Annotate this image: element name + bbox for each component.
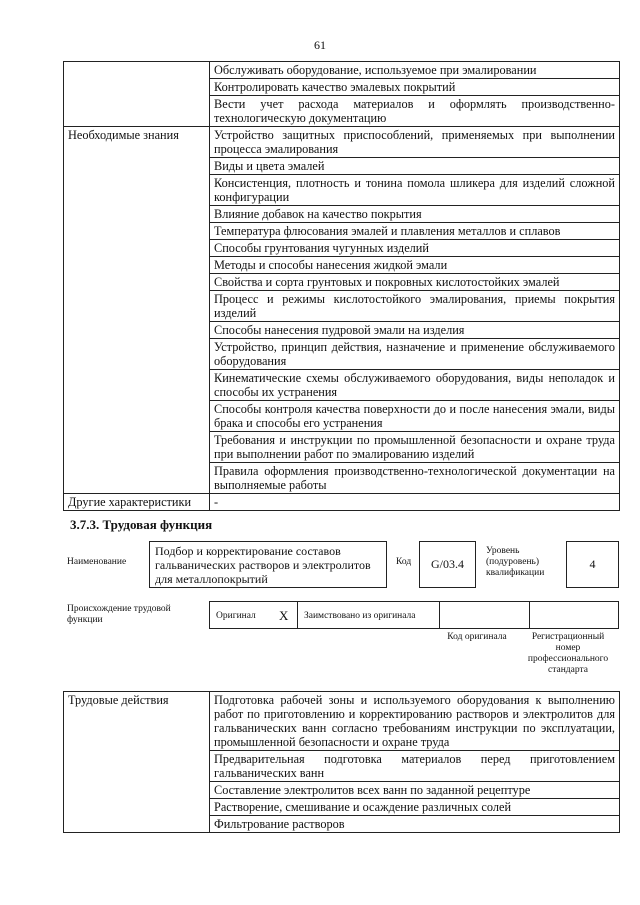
code-caption: Код оригинала: [447, 632, 507, 642]
action-cell: Растворение, смешивание и осаждение различных солей: [210, 799, 620, 816]
actions-label-cell: Трудовые действия: [64, 692, 210, 833]
function-name: Подбор и корректирование составов гальванических растворов и электролитов для металлопокрытий: [155, 544, 371, 586]
divider: [439, 602, 440, 628]
label-cell-empty: [64, 62, 210, 127]
knowledge-cell: Способы грунтования чугунных изделий: [210, 240, 620, 257]
code-box: [419, 541, 476, 588]
knowledge-cell: Влияние добавок на качество покрытия: [210, 206, 620, 223]
knowledge-cell: Способы нанесения пудровой эмали на изделия: [210, 322, 620, 339]
action-cell: Обслуживать оборудование, используемое при эмалировании: [210, 62, 620, 79]
action-cell: Подготовка рабочей зоны и используемого оборудования к выполнению работ по приготовлению и корректированию растворов и электролитов для гальванических ванн согласно требованиям инструкции по эксплуатации, промышленной безопасности и охране труда: [210, 692, 620, 751]
actions-table: [63, 691, 620, 833]
level-value: 4: [589, 557, 596, 571]
table-row: [64, 127, 620, 158]
knowledge-cell: Устройство, принцип действия, назначение и применение обслуживаемого оборудования: [210, 339, 620, 370]
original-mark: X: [279, 608, 289, 623]
knowledge-cell: Правила оформления производственно-технологической документации на выполняемые работы: [210, 463, 620, 494]
original-label: Оригинал: [216, 611, 256, 621]
origin-label: Происхождение трудовой функции: [67, 604, 171, 625]
reg-caption: Регистрационный номер профессионального стандарта: [527, 632, 609, 675]
table-row: [64, 494, 620, 511]
knowledge-cell: Температура флюсования эмалей и плавления металлов и сплавов: [210, 223, 620, 240]
page-number: 61: [314, 38, 326, 52]
level-label: Уровень (подуровень) квалификации: [486, 546, 545, 578]
code-value: G/03.4: [431, 557, 464, 571]
name-label: Наименование: [67, 557, 127, 567]
divider: [297, 602, 298, 628]
other-value-cell: -: [210, 494, 620, 511]
knowledge-cell: Способы контроля качества поверхности до и после нанесения эмали, виды брака и способы его устранения: [210, 401, 620, 432]
knowledge-cell: Кинематические схемы обслуживаемого оборудования, виды неполадок и способы их устранения: [210, 370, 620, 401]
action-cell: Составление электролитов всех ванн по заданной рецептуре: [210, 782, 620, 799]
origin-row: [209, 601, 619, 629]
knowledge-cell: Свойства и сорта грунтовых и покровных кислотостойких эмалей: [210, 274, 620, 291]
knowledge-table: [63, 61, 620, 511]
action-cell: Контролировать качество эмалевых покрытий: [210, 79, 620, 96]
action-cell: Вести учет расхода материалов и оформлять производственно-технологическую документацию: [210, 96, 620, 127]
table-row: [64, 62, 620, 79]
knowledge-cell: Устройство защитных приспособлений, применяемых при выполнении процесса эмалирования: [210, 127, 620, 158]
code-label: Код: [396, 557, 412, 567]
knowledge-label-cell: Необходимые знания: [64, 127, 210, 494]
knowledge-cell: Методы и способы нанесения жидкой эмали: [210, 257, 620, 274]
table-row: [64, 692, 620, 751]
knowledge-cell: Требования и инструкции по промышленной безопасности и охране труда при выполнении работ по эмалированию изделий: [210, 432, 620, 463]
knowledge-cell: Консистенция, плотность и тонина помола шликера для изделий сложной конфигурации: [210, 175, 620, 206]
section-title: 3.7.3. Трудовая функция: [70, 517, 213, 532]
action-cell: Предварительная подготовка материалов перед приготовлением гальванических ванн: [210, 751, 620, 782]
divider: [529, 602, 530, 628]
action-cell: Фильтрование растворов: [210, 816, 620, 833]
borrowed-label: Заимствовано из оригинала: [304, 611, 416, 621]
other-label-cell: Другие характеристики: [64, 494, 210, 511]
function-name-box: [149, 541, 387, 588]
knowledge-cell: Процесс и режимы кислотостойкого эмалирования, приемы покрытия изделий: [210, 291, 620, 322]
level-box: [566, 541, 619, 588]
knowledge-cell: Виды и цвета эмалей: [210, 158, 620, 175]
